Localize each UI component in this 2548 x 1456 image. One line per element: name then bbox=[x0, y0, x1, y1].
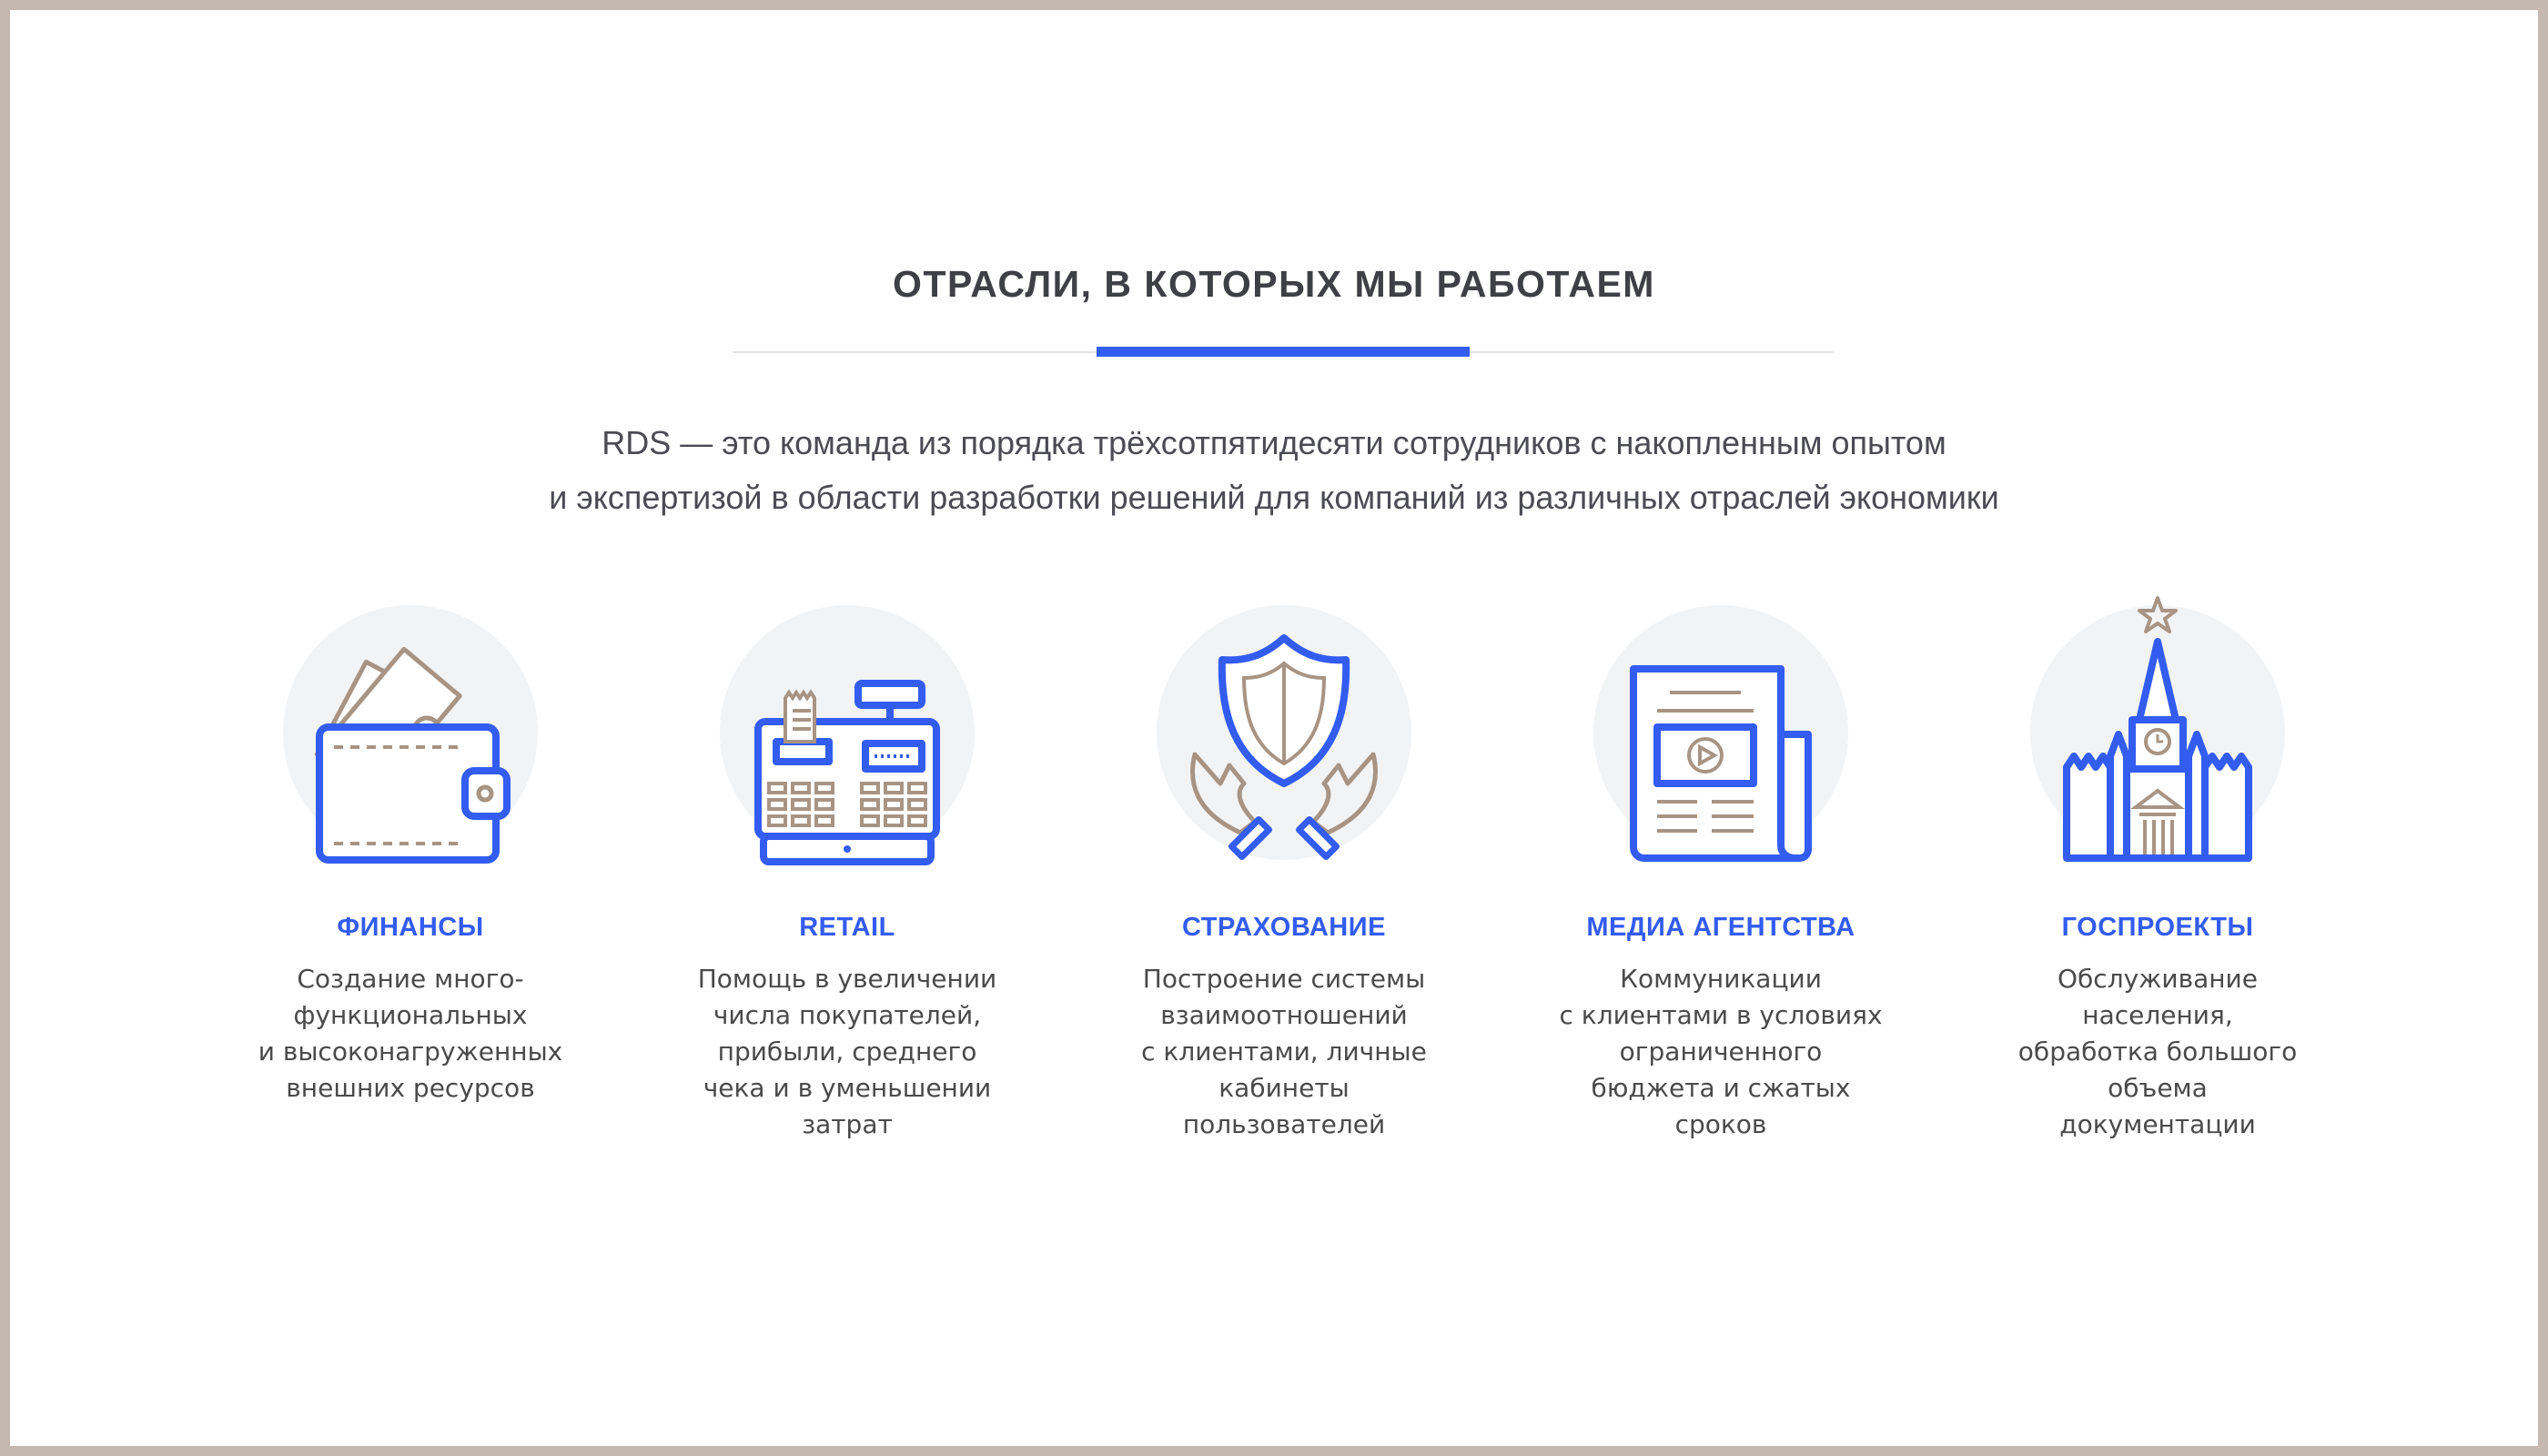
industry-description: Помощь в увеличении числа покупателей, прибыли, среднего чека и в уменьшении затрат bbox=[697, 964, 997, 1139]
kremlin-tower-icon bbox=[2030, 605, 2285, 860]
title-divider-accent bbox=[1097, 347, 1470, 357]
newspaper-icon bbox=[1593, 605, 1848, 860]
shield-hands-icon bbox=[1157, 605, 1411, 860]
industry-description: Коммуникации с клиентами в условиях ограниченного бюджета и сжатых сроков bbox=[1559, 964, 1883, 1139]
wallet-icon bbox=[283, 605, 538, 860]
industry-card-retail bbox=[647, 592, 1047, 1143]
industry-description: Создание много- функциональных и высоконагруженных внешних ресурсов bbox=[258, 964, 563, 1103]
intro-line-2: и экспертизой в области разработки решений для компаний из различных отраслей экономики bbox=[549, 479, 1999, 516]
industry-description: Построение системы взаимоотношений с клиентами, личные кабинеты пользователей bbox=[1141, 964, 1427, 1139]
section-title: ОТРАСЛИ, В КОТОРЫХ МЫ РАБОТАЕМ bbox=[893, 263, 1655, 305]
industry-title: МЕДИА АГЕНТСТВА bbox=[1586, 913, 1855, 942]
intro-text bbox=[10, 416, 2538, 525]
industry-title: ФИНАНСЫ bbox=[337, 913, 484, 942]
industry-card-government bbox=[1957, 592, 2358, 1143]
industry-card-insurance bbox=[1084, 592, 1484, 1143]
intro-line-1: RDS — это команда из порядка трёхсотпятидесяти сотрудников с накопленным опытом bbox=[602, 424, 1946, 461]
industry-description: Обслуживание населения, обработка большого объема документации bbox=[2017, 964, 2298, 1139]
industry-card-media bbox=[1521, 592, 1921, 1143]
industry-card-finance bbox=[210, 592, 611, 1107]
industry-title: ГОСПРОЕКТЫ bbox=[2061, 913, 2254, 942]
industry-title: СТРАХОВАНИЕ bbox=[1182, 913, 1386, 942]
cash-register-icon bbox=[720, 605, 975, 860]
industry-title: RETAIL bbox=[799, 913, 895, 942]
